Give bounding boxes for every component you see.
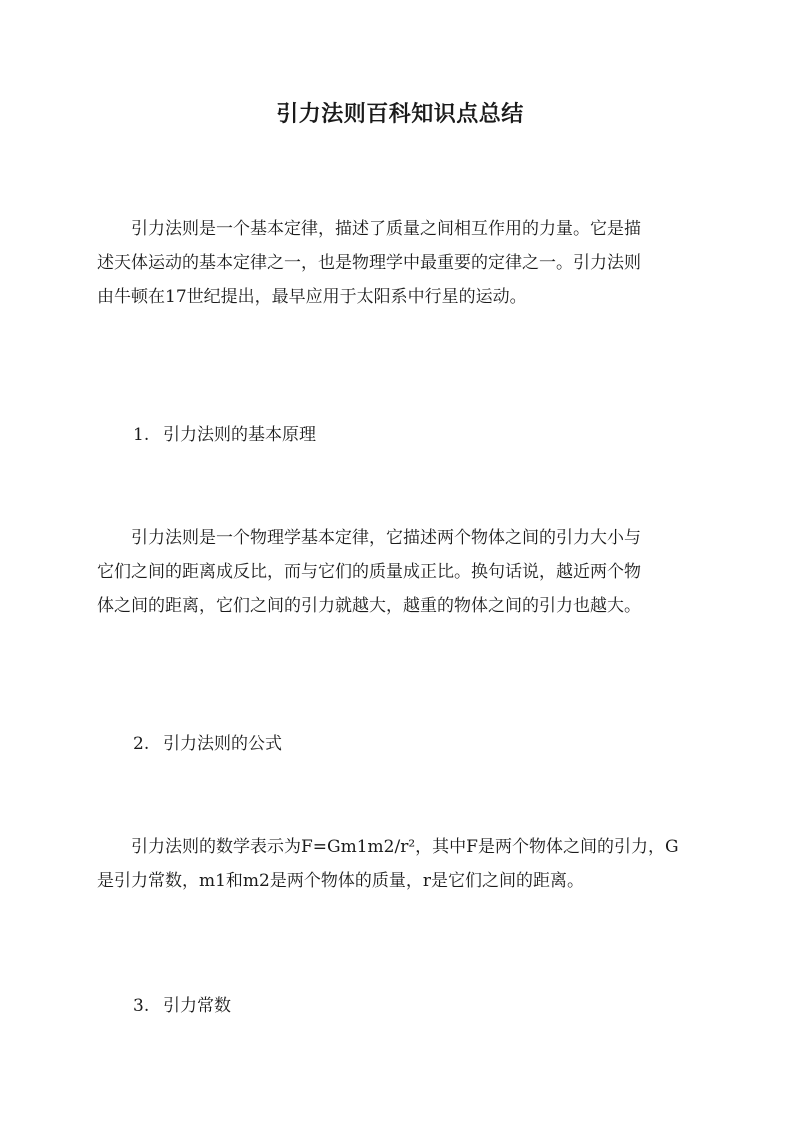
paragraph-line: 它们之间的距离成反比，而与它们的质量成正比。换句话说，越近两个物 bbox=[97, 562, 641, 582]
paragraph-line: 体之间的距离，它们之间的引力就越大，越重的物体之间的引力也越大。 bbox=[97, 596, 641, 616]
section-number: 3. bbox=[133, 996, 150, 1016]
paragraph-line: 是引力常数，m1和m2是两个物体的质量，r是它们之间的距离。 bbox=[97, 871, 584, 891]
section-heading-text: 引力常数 bbox=[163, 996, 231, 1016]
section-2-paragraph bbox=[97, 830, 705, 898]
section-heading-text: 引力法则的基本原理 bbox=[163, 425, 316, 445]
document-title: 引力法则百科知识点总结 bbox=[276, 101, 524, 127]
section-1-paragraph bbox=[97, 521, 705, 623]
section-number: 2. bbox=[133, 734, 150, 754]
section-heading-text: 引力法则的公式 bbox=[163, 734, 282, 754]
paragraph-line: 引力法则的数学表示为F=Gm1m2/r²，其中F是两个物体之间的引力，G bbox=[131, 837, 679, 857]
paragraph-line: 引力法则是一个基本定律，描述了质量之间相互作用的力量。它是描 bbox=[131, 219, 641, 239]
section-heading-3 bbox=[133, 989, 231, 1023]
section-number: 1. bbox=[133, 425, 150, 445]
paragraph-line: 引力法则是一个物理学基本定律，它描述两个物体之间的引力大小与 bbox=[131, 528, 641, 548]
intro-paragraph bbox=[97, 212, 705, 314]
section-heading-1 bbox=[133, 418, 316, 452]
section-heading-2 bbox=[133, 727, 282, 761]
paragraph-line: 由牛顿在17世纪提出，最早应用于太阳系中行星的运动。 bbox=[97, 287, 527, 307]
paragraph-line: 述天体运动的基本定律之一，也是物理学中最重要的定律之一。引力法则 bbox=[97, 253, 641, 273]
